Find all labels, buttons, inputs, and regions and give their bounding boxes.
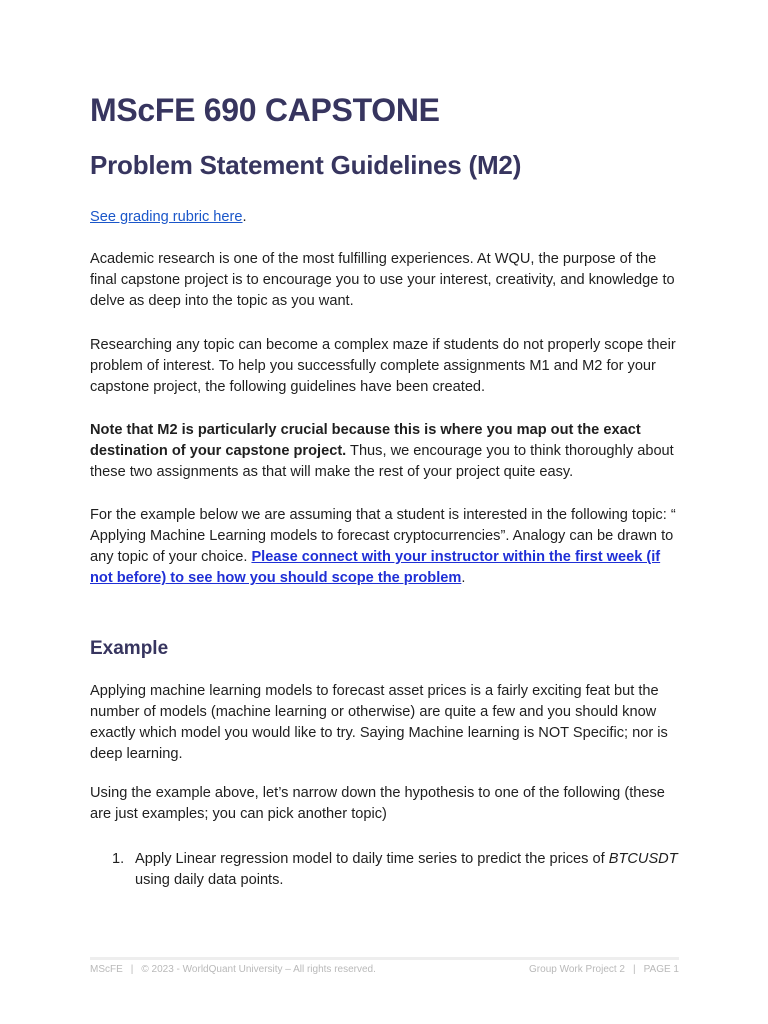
scope-paragraph: Researching any topic can become a complex maze if students do not properly scope their problem of interest. To help you successfully complete assignments M1 and M2 for your capstone project, the following guidelines have been created. (90, 337, 676, 395)
footer-project: Group Work Project 2 (529, 964, 625, 975)
footer-right (529, 964, 679, 975)
hypothesis-list (90, 849, 680, 891)
list-item-ticker: BTCUSDT (608, 851, 678, 867)
example-intro-text: For the example below we are assuming that a student is interested in the following topic: “ Applying Machine Learning models to forecast cryptocurrencies”. Analogy can be drawn to any topic of your choice. (90, 507, 676, 565)
example-intro-paragraph (90, 505, 680, 589)
footer-separator: | (130, 964, 134, 975)
m2-note-rest: Thus, we encourage you to think thoroughly about these two assignments as that will make the rest of your project quite easy. (90, 443, 674, 480)
example-intro-end: . (461, 570, 466, 586)
footer-page-number: PAGE 1 (643, 964, 679, 975)
footer-separator: | (633, 964, 636, 975)
page-subtitle: Problem Statement Guidelines (M2) (90, 150, 522, 180)
footer-program: MScFE (90, 964, 123, 975)
footer-copyright: © 2023 - WorldQuant University – All rights reserved. (141, 964, 376, 975)
instructor-link[interactable]: Please connect with your instructor within the first week (if not before) to see how you should scope the problem (90, 549, 661, 586)
rubric-paragraph (90, 207, 680, 228)
example-heading: Example (90, 638, 169, 659)
grading-rubric-link[interactable]: See grading rubric here (90, 209, 243, 225)
m2-note-bold: Note that M2 is particularly crucial because this is where you map out the exact destination of your capstone project. (90, 422, 641, 459)
list-item-text-before: Apply Linear regression model to daily time series to predict the prices of (135, 851, 609, 867)
list-item-text-after: using daily data points. (135, 872, 284, 888)
hypothesis-paragraph: Using the example above, let’s narrow down the hypothesis to one of the following (these are just examples; you can pick another topic) (90, 785, 665, 822)
example-paragraph: Applying machine learning models to forecast asset prices is a fairly exciting feat but the number of models (machine learning or otherwise) are quite a few and you should know exactly which model you would like to try. Saying Machine learning is NOT Specific; nor is deep learning. (90, 683, 668, 762)
rubric-period: . (242, 209, 247, 225)
intro-paragraph: Academic research is one of the most fulfilling experiences. At WQU, the purpose of the final capstone project is to encourage you to use your interest, creativity, and knowledge to delve as deep into the topic as you want. (90, 251, 675, 309)
m2-note-paragraph (90, 420, 680, 483)
footer-left (90, 964, 376, 975)
list-item-number: 1. (112, 851, 125, 867)
page-title: MScFE 690 CAPSTONE (90, 92, 440, 128)
footer-divider (90, 957, 679, 960)
list-item (90, 849, 680, 891)
document-page (90, 0, 680, 1024)
